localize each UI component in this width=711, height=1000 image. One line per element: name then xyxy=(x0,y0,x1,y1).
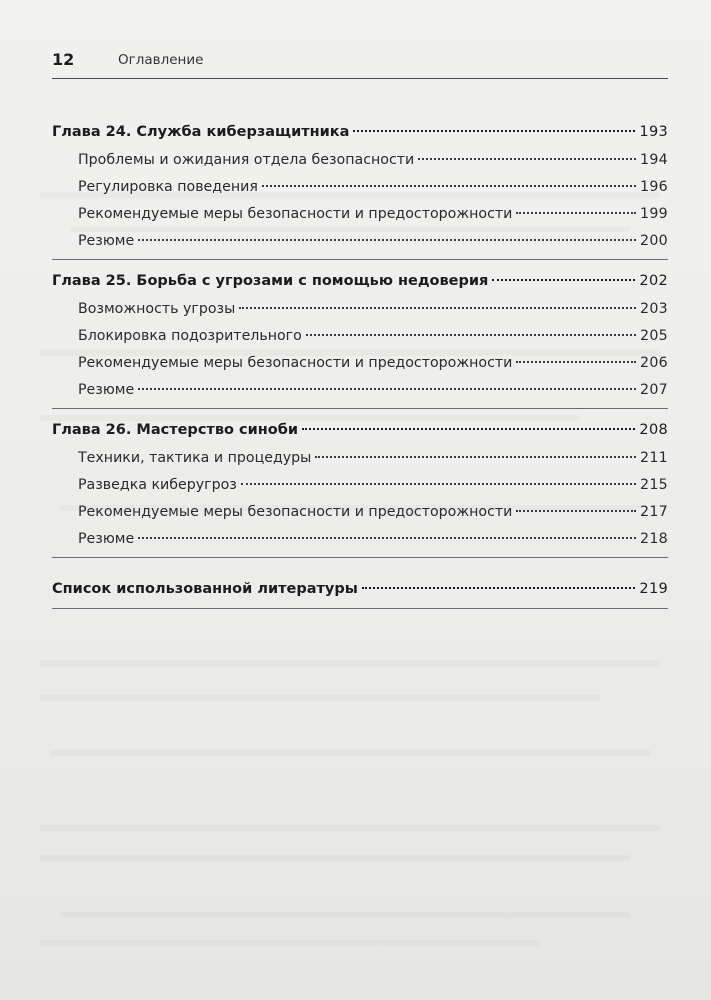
toc-item[interactable] xyxy=(52,147,668,174)
dot-leader xyxy=(516,361,636,363)
item-title: Резюме xyxy=(78,382,135,398)
toc-item[interactable] xyxy=(52,472,668,499)
dot-leader xyxy=(516,510,636,512)
bibliography-section xyxy=(52,574,668,609)
chapter-title: Глава 26. Мастерство синоби xyxy=(52,422,299,438)
page-ref: 193 xyxy=(639,124,668,140)
bibliography-title: Список использованной литературы xyxy=(52,581,358,597)
page-ref: 194 xyxy=(640,152,668,168)
show-through xyxy=(40,660,660,666)
page-number: 12 xyxy=(52,50,75,69)
toc-item[interactable] xyxy=(52,350,668,377)
toc-item[interactable] xyxy=(52,296,668,323)
chapter-title: Глава 25. Борьба с угрозами с помощью недоверия xyxy=(52,273,489,289)
dot-leader xyxy=(492,279,635,281)
dot-leader xyxy=(315,456,636,458)
page-ref: 215 xyxy=(640,477,668,493)
page-ref: 219 xyxy=(639,581,668,597)
table-of-contents xyxy=(52,117,668,615)
item-title: Техники, тактика и процедуры xyxy=(78,450,312,466)
dot-leader xyxy=(353,130,635,132)
chapter-title: Глава 24. Служба киберзащитника xyxy=(52,124,350,140)
toc-item[interactable] xyxy=(52,445,668,472)
page-ref: 199 xyxy=(640,206,668,222)
toc-item[interactable] xyxy=(52,228,668,255)
toc-item[interactable] xyxy=(52,201,668,228)
dot-leader xyxy=(241,483,636,485)
running-head: Оглавление xyxy=(118,52,204,68)
show-through xyxy=(40,695,600,701)
dot-leader xyxy=(138,239,636,241)
page-ref: 218 xyxy=(640,531,668,547)
page-ref: 202 xyxy=(639,273,668,289)
show-through xyxy=(40,940,540,946)
dot-leader xyxy=(302,428,635,430)
item-title: Разведка киберугроз xyxy=(78,477,237,493)
dot-leader xyxy=(362,587,636,589)
page-ref: 200 xyxy=(640,233,668,249)
toc-item[interactable] xyxy=(52,377,668,404)
dot-leader xyxy=(516,212,636,214)
page-ref: 211 xyxy=(640,450,668,466)
item-title: Блокировка подозрительного xyxy=(78,328,302,344)
page-ref: 206 xyxy=(640,355,668,371)
page-ref: 205 xyxy=(640,328,668,344)
dot-leader xyxy=(239,307,636,309)
item-title: Возможность угрозы xyxy=(78,301,236,317)
dot-leader xyxy=(418,158,636,160)
page-ref: 207 xyxy=(640,382,668,398)
item-title: Резюме xyxy=(78,531,135,547)
toc-item[interactable] xyxy=(52,526,668,553)
item-title: Проблемы и ожидания отдела безопасности xyxy=(78,152,415,168)
toc-chapter-25[interactable] xyxy=(52,266,668,296)
toc-item[interactable] xyxy=(52,323,668,350)
dot-leader xyxy=(262,185,636,187)
page-header xyxy=(52,50,668,79)
show-through xyxy=(40,855,630,861)
page-ref: 208 xyxy=(639,422,668,438)
dot-leader xyxy=(138,388,636,390)
chapter-24-section xyxy=(52,117,668,260)
chapter-26-section xyxy=(52,415,668,558)
dot-leader xyxy=(138,537,636,539)
item-title: Регулировка поведения xyxy=(78,179,258,195)
toc-bibliography[interactable] xyxy=(52,574,668,604)
dot-leader xyxy=(306,334,636,336)
toc-item[interactable] xyxy=(52,499,668,526)
item-title: Рекомендуемые меры безопасности и предосторожности xyxy=(78,355,513,371)
page-ref: 203 xyxy=(640,301,668,317)
chapter-25-section xyxy=(52,266,668,409)
item-title: Рекомендуемые меры безопасности и предосторожности xyxy=(78,504,513,520)
toc-chapter-26[interactable] xyxy=(52,415,668,445)
show-through xyxy=(50,750,650,756)
toc-item[interactable] xyxy=(52,174,668,201)
show-through xyxy=(60,912,630,918)
item-title: Резюме xyxy=(78,233,135,249)
item-title: Рекомендуемые меры безопасности и предосторожности xyxy=(78,206,513,222)
show-through xyxy=(40,825,660,831)
page-ref: 217 xyxy=(640,504,668,520)
toc-chapter-24[interactable] xyxy=(52,117,668,147)
page-ref: 196 xyxy=(640,179,668,195)
